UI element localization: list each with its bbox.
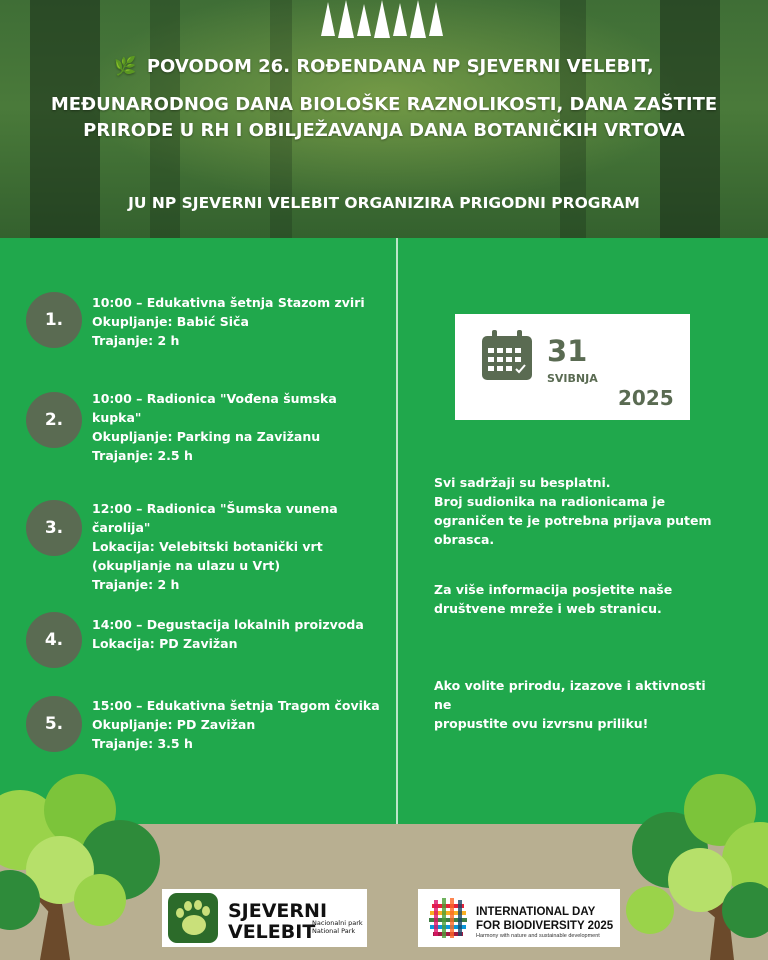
column-divider bbox=[396, 238, 398, 824]
item-line: Okupljanje: Parking na Zavižanu bbox=[92, 429, 321, 444]
info-line: Broj sudionika na radionicama je bbox=[434, 494, 666, 509]
idb-subtitle: Harmony with nature and sustainable development bbox=[476, 933, 600, 939]
left-tree-illustration bbox=[0, 770, 170, 960]
item-line: 15:00 – Edukativna šetnja Tragom čovika bbox=[92, 698, 380, 713]
forest-header bbox=[0, 0, 768, 238]
idb-title-line: INTERNATIONAL DAY bbox=[476, 906, 596, 918]
leaf-icon: 🌿 bbox=[114, 56, 137, 77]
item-text bbox=[92, 293, 392, 350]
idb-title-line: FOR BIODIVERSITY 2025 bbox=[476, 920, 614, 932]
item-line: Trajanje: 2 h bbox=[92, 577, 180, 592]
idb-title bbox=[476, 905, 613, 933]
park-type-line: Nacionalni park bbox=[312, 919, 363, 927]
header-subtitle: JU NP SJEVERNI VELEBIT ORGANIZIRA PRIGODNI PROGRAM bbox=[128, 194, 640, 212]
item-text bbox=[92, 499, 392, 594]
biodiversity-day-logo bbox=[418, 889, 620, 947]
item-number-badge: 1. bbox=[26, 292, 82, 348]
date-day: 31 bbox=[547, 334, 588, 368]
item-line: 12:00 – Radionica "Šumska vunena bbox=[92, 501, 338, 516]
header-title-line1: 🌿 POVODOM 26. ROĐENDANA NP SJEVERNI VELEBIT, bbox=[0, 53, 768, 80]
item-text bbox=[92, 615, 392, 653]
park-type bbox=[312, 919, 363, 935]
info-line: Ako volite prirodu, izazove i aktivnosti ne bbox=[434, 678, 706, 712]
info-line: Za više informacija posjetite naše bbox=[434, 582, 673, 597]
info-line: obrasca. bbox=[434, 532, 495, 547]
item-line: Okupljanje: PD Zavižan bbox=[92, 717, 256, 732]
info-line: Svi sadržaji su besplatni. bbox=[434, 475, 611, 490]
item-line: 10:00 – Edukativna šetnja Stazom zviri bbox=[92, 295, 365, 310]
right-tree-illustration bbox=[610, 770, 768, 960]
header-title-line3: PRIRODE U RH I OBILJEŽAVANJA DANA BOTANIČKIH VRTOVA bbox=[83, 120, 685, 141]
park-name-line: SJEVERNI bbox=[228, 900, 328, 922]
item-line: Okupljanje: Babić Siča bbox=[92, 314, 249, 329]
date-year: 2025 bbox=[618, 386, 674, 410]
item-line: Trajanje: 2 h bbox=[92, 333, 180, 348]
info-paragraph-registration bbox=[434, 473, 719, 549]
item-line: (okupljanje na ulazu u Vrt) bbox=[92, 558, 281, 573]
pine-trees-icon bbox=[318, 0, 458, 40]
park-type-line: National Park bbox=[312, 927, 356, 935]
np-sjeverni-velebit-logo bbox=[162, 889, 367, 947]
park-name-line: VELEBIT bbox=[228, 921, 316, 943]
item-line: Lokacija: Velebitski botanički vrt bbox=[92, 539, 323, 554]
item-number-badge: 4. bbox=[26, 612, 82, 668]
item-line: Lokacija: PD Zavižan bbox=[92, 636, 238, 651]
biodiversity-weave-icon bbox=[426, 896, 470, 940]
item-line: 10:00 – Radionica "Vođena šumska bbox=[92, 391, 337, 406]
item-number-badge: 5. bbox=[26, 696, 82, 752]
date-card bbox=[455, 314, 690, 420]
item-line: Trajanje: 2.5 h bbox=[92, 448, 193, 463]
item-line: čarolija" bbox=[92, 520, 151, 535]
info-line: propustite ovu izvrsnu priliku! bbox=[434, 716, 649, 731]
item-number-badge: 2. bbox=[26, 392, 82, 448]
item-number-badge: 3. bbox=[26, 500, 82, 556]
info-paragraph-invitation bbox=[434, 676, 719, 733]
info-line: ograničen te je potrebna prijava putem bbox=[434, 513, 712, 528]
item-line: kupka" bbox=[92, 410, 142, 425]
bear-paw-icon bbox=[168, 893, 218, 943]
info-line: društvene mreže i web stranicu. bbox=[434, 601, 662, 616]
header-title-line2: MEĐUNARODNOG DANA BIOLOŠKE RAZNOLIKOSTI, DANA ZAŠTITE bbox=[50, 94, 718, 115]
item-text bbox=[92, 389, 392, 465]
item-text bbox=[92, 696, 392, 753]
info-paragraph-more-info bbox=[434, 580, 719, 618]
item-line: Trajanje: 3.5 h bbox=[92, 736, 193, 751]
item-line: 14:00 – Degustacija lokalnih proizvoda bbox=[92, 617, 364, 632]
calendar-icon bbox=[480, 330, 534, 382]
date-month: SVIBNJA bbox=[547, 372, 598, 385]
